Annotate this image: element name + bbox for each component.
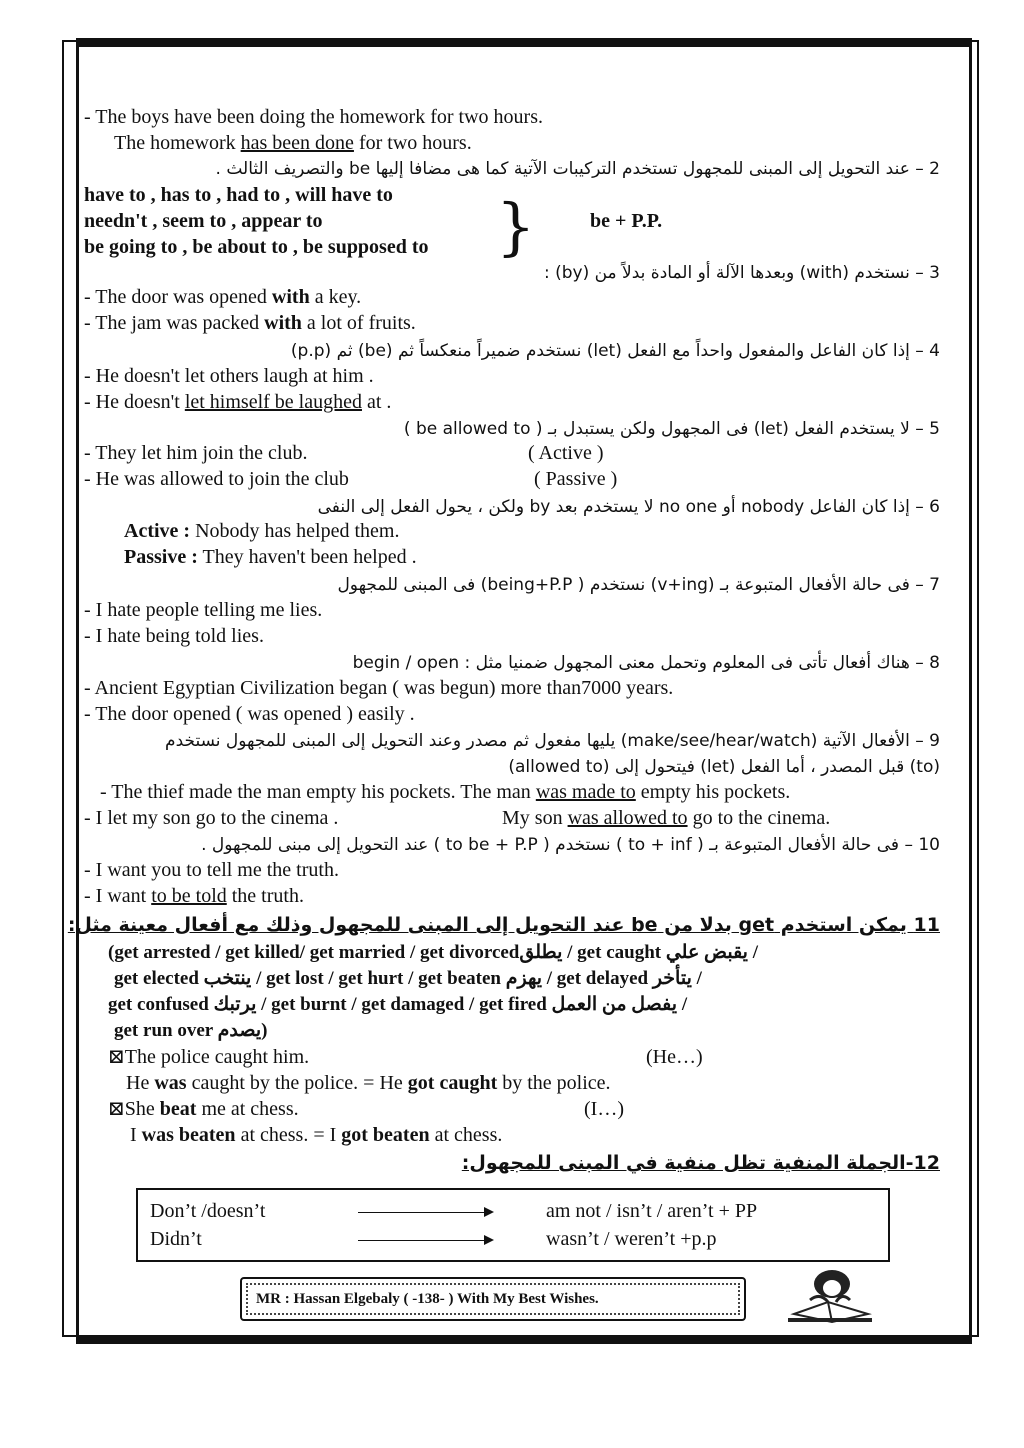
table-cell: am not / isn’t / aren’t + PP xyxy=(546,1200,758,1222)
table-cell: wasn’t / weren’t +p.p xyxy=(546,1228,717,1250)
sentence-line: - The jam was packed with a lot of fruits. xyxy=(84,312,416,334)
rule-2: 2 – عند التحويل إلى المبنى للمجهول تستخدم التركيبات الآتية كما هى مضافا إليها be والتصريف الثالث . xyxy=(215,159,940,179)
rule-3: 3 – نستخدم (with) وبعدها الآلة أو المادة بدلاً من (by) : xyxy=(543,263,940,283)
rule-9b: (to) قبل المصدر ، أما الفعل (let) فيتحول إلى (allowed to) xyxy=(508,757,940,777)
example-hint: (I…) xyxy=(584,1098,624,1120)
rule-10: 10 – فى حالة الأفعال المتبوعة بـ ( to + inf ) نستخدم ( to be + P.P ) عند التحويل إلى مبنى للمجهول . xyxy=(201,835,940,855)
rule-6: 6 – إذا كان الفاعل nobody أو no one لا يستخدم بعد by ولكن ، يحول الفعل إلى النفى xyxy=(317,497,940,517)
modal-list-2: needn't , seem to , appear to xyxy=(84,210,323,232)
sentence-line: - I want to be told the truth. xyxy=(84,885,304,907)
sentence-line: The homework has been done for two hours. xyxy=(114,132,472,154)
negative-rule-table xyxy=(136,1188,890,1262)
rule-4: 4 – إذا كان الفاعل والمفعول واحداً مع الفعل (let) نستخدم ضميراً منعكساً ثم (be) ثم (p.p) xyxy=(290,341,940,361)
section-12-heading: 12-الجملة المنفية تظل منفية في المبنى للمجهول: xyxy=(461,1152,940,1174)
sentence-line: - I want you to tell me the truth. xyxy=(84,859,339,881)
boxed-x-icon: ⊠ xyxy=(108,1098,125,1120)
example-passive: Passive : They haven't been helped . xyxy=(124,546,417,568)
sentence-line: - The door was opened with a key. xyxy=(84,286,362,308)
sentence-line: - He doesn't let others laugh at him . xyxy=(84,365,374,387)
sentence-line: - The thief made the man empty his pockets. The man was made to empty his pockets. xyxy=(100,781,791,803)
get-verbs-line: get elected ينتخب / get lost / get hurt / get beaten يهزم / get delayed يتأخر / xyxy=(114,968,702,989)
example-hint: (He…) xyxy=(646,1046,703,1068)
section-11-heading: 11 يمكن استخدم get بدلا من be عند التحويل إلى المبنى للمجهول وذلك مع أفعال معينة مثل: xyxy=(67,914,940,936)
modal-list-1: have to , has to , had to , will have to xyxy=(84,184,393,206)
voice-tag: ( Passive ) xyxy=(534,468,618,490)
sentence-line: - They let him join the club. xyxy=(84,442,308,464)
footer-text: MR : Hassan Elgebaly ( -138- ) With My Best Wishes. xyxy=(246,1283,740,1315)
sentence-line: - Ancient Egyptian Civilization began ( was begun) more than7000 years. xyxy=(84,677,674,699)
sentence-line: - He was allowed to join the club xyxy=(84,468,349,490)
sentence-line: - I hate being told lies. xyxy=(84,625,264,647)
modal-list-3: be going to , be about to , be supposed to xyxy=(84,236,429,258)
page-footer xyxy=(240,1277,746,1321)
rule-9a: 9 – الأفعال الآتية (make/see/hear/watch) يليها مفعول ثم مصدر وعند التحويل إلى المبنى للمجهول نستخدم xyxy=(165,731,940,751)
sentence-line: - I let my son go to the cinema . xyxy=(84,807,339,829)
sentence-line: - The door opened ( was opened ) easily . xyxy=(84,703,415,725)
rule-8: 8 – هناك أفعال تأتى فى المعلوم وتحمل معنى المجهول ضمنيا مثل : begin / open xyxy=(352,653,940,673)
arrow-right-icon xyxy=(358,1212,492,1213)
boxed-x-icon: ⊠ xyxy=(108,1046,125,1068)
example-line: ⊠The police caught him. xyxy=(108,1046,310,1068)
brace-icon: } xyxy=(496,190,536,263)
sentence-line: My son was allowed to go to the cinema. xyxy=(502,807,831,829)
example-line: ⊠She beat me at chess. xyxy=(108,1098,299,1120)
formula: be + P.P. xyxy=(590,210,663,232)
table-cell: Don’t /doesn’t xyxy=(150,1200,266,1222)
get-verbs-line: get confused يرتبك / get burnt / get damaged / get fired يفصل من العمل / xyxy=(108,994,688,1015)
reader-clipart xyxy=(780,1262,876,1326)
sentence-line: - He doesn't let himself be laughed at . xyxy=(84,391,392,413)
example-answer: He was caught by the police. = He got caught by the police. xyxy=(126,1072,611,1094)
get-verbs-line: (get arrested / get killed/ get married / get divorcedيطلق / get caught يقبض علي / xyxy=(108,942,758,963)
rule-5: 5 – لا يستخدم الفعل (let) فى المجهول ولكن يستبدل بـ ( be allowed to ) xyxy=(403,419,940,439)
rule-7: 7 – فى حالة الأفعال المتبوعة بـ (v+ing) نستخدم ( being+P.P) فى المبنى للمجهول xyxy=(337,575,940,595)
example-answer: I was beaten at chess. = I got beaten at chess. xyxy=(130,1124,503,1146)
sentence-line: - I hate people telling me lies. xyxy=(84,599,323,621)
example-active: Active : Nobody has helped them. xyxy=(124,520,400,542)
get-verbs-line: get run over يصدم) xyxy=(114,1020,268,1041)
voice-tag: ( Active ) xyxy=(528,442,604,464)
table-cell: Didn’t xyxy=(150,1228,202,1250)
sentence-line: - The boys have been doing the homework for two hours. xyxy=(84,106,543,128)
arrow-right-icon xyxy=(358,1240,492,1241)
